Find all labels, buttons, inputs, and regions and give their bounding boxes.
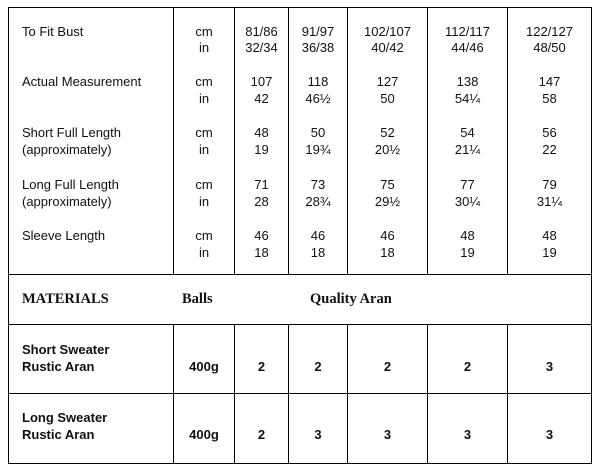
materials-bottom-divider <box>8 324 592 325</box>
value-in: 19¾ <box>305 142 331 157</box>
value-cm: 71 <box>254 177 269 192</box>
value-in: 19 <box>542 245 557 260</box>
value-cm: 147 <box>538 74 561 89</box>
value-in: 28 <box>254 194 269 209</box>
value-in: 58 <box>542 91 557 106</box>
ball-count: 2 <box>383 359 392 374</box>
ball-count: 2 <box>257 359 266 374</box>
materials-heading: MATERIALS <box>22 291 109 307</box>
unit-cm: cm <box>195 125 213 140</box>
value-in: 50 <box>380 91 395 106</box>
unit-in: in <box>198 142 210 157</box>
material-weight: 400g <box>189 359 219 374</box>
value-cm: 107 <box>250 74 273 89</box>
value-in: 29½ <box>374 194 401 209</box>
value-cm: 48 <box>460 228 475 243</box>
unit-in: in <box>198 40 210 55</box>
ball-count: 2 <box>257 427 266 442</box>
col-divider-4 <box>347 324 348 464</box>
material-yarn: Rustic Aran <box>22 359 95 374</box>
material-yarn: Rustic Aran <box>22 427 95 442</box>
unit-cm: cm <box>195 177 213 192</box>
value-in: 31¼ <box>536 194 563 209</box>
value-in: 22 <box>542 142 557 157</box>
value-in: 18 <box>380 245 395 260</box>
value-cm: 46 <box>380 228 395 243</box>
col-divider-1 <box>173 324 174 464</box>
row-sublabel: (approximately) <box>22 142 112 157</box>
size-cm: 102/107 <box>364 24 411 39</box>
size-cm: 112/117 <box>444 24 491 39</box>
row-label-bust: To Fit Bust <box>22 24 84 39</box>
value-cm: 138 <box>456 74 479 89</box>
materials-top-divider <box>8 274 592 275</box>
value-in: 18 <box>310 245 326 260</box>
value-cm: 77 <box>460 177 475 192</box>
value-cm: 118 <box>307 74 329 89</box>
value-in: 20½ <box>374 142 401 157</box>
value-in: 18 <box>254 245 269 260</box>
ball-count: 2 <box>463 359 472 374</box>
unit-in: in <box>198 245 210 260</box>
unit-in: in <box>198 91 210 106</box>
ball-count: 3 <box>314 427 322 442</box>
size-in: 44/46 <box>451 40 484 55</box>
col-divider-2 <box>234 324 235 464</box>
unit-cm: cm <box>195 74 213 89</box>
value-cm: 48 <box>254 125 269 140</box>
value-cm: 50 <box>310 125 326 140</box>
value-cm: 52 <box>380 125 395 140</box>
value-in: 54¼ <box>454 91 481 106</box>
value-cm: 46 <box>310 228 326 243</box>
row-label-sleeve: Sleeve Length <box>22 228 106 243</box>
right-border <box>591 7 592 464</box>
size-cm: 81/86 <box>245 24 278 39</box>
ball-count: 3 <box>545 359 554 374</box>
value-in: 42 <box>254 91 269 106</box>
unit-cm: cm <box>195 24 213 39</box>
row-label-actual: Actual Measurement <box>22 74 142 89</box>
material-weight: 400g <box>189 427 219 442</box>
ball-count: 2 <box>314 359 322 374</box>
value-cm: 79 <box>542 177 557 192</box>
value-cm: 48 <box>542 228 557 243</box>
ball-count: 3 <box>545 427 554 442</box>
value-cm: 56 <box>542 125 557 140</box>
value-cm: 46 <box>254 228 269 243</box>
unit-in: in <box>198 194 210 209</box>
value-cm: 75 <box>380 177 395 192</box>
size-cm: 91/97 <box>301 24 335 39</box>
ball-count: 3 <box>463 427 472 442</box>
quality-label: Quality Aran <box>310 291 392 307</box>
row-divider <box>8 393 592 394</box>
col-divider-6 <box>507 324 508 464</box>
size-in: 48/50 <box>533 40 566 55</box>
col-divider-3 <box>288 324 289 464</box>
value-in: 28¾ <box>305 194 331 209</box>
value-in: 19 <box>460 245 475 260</box>
balls-label: Balls <box>182 291 213 307</box>
value-in: 19 <box>254 142 269 157</box>
material-name: Short Sweater <box>22 342 110 357</box>
value-cm: 127 <box>376 74 399 89</box>
value-in: 30¼ <box>454 194 481 209</box>
size-cm: 122/127 <box>526 24 573 39</box>
size-in: 40/42 <box>371 40 404 55</box>
value-in: 46½ <box>305 91 331 106</box>
value-in: 21¼ <box>454 142 481 157</box>
value-cm: 73 <box>310 177 326 192</box>
col-divider-5 <box>427 324 428 464</box>
top-border <box>8 7 592 8</box>
ball-count: 3 <box>383 427 392 442</box>
size-in: 32/34 <box>245 40 278 55</box>
row-label-long-length: Long Full Length <box>22 177 119 192</box>
left-border <box>8 7 9 464</box>
bottom-border <box>8 463 592 464</box>
value-cm: 54 <box>460 125 475 140</box>
row-sublabel: (approximately) <box>22 194 112 209</box>
material-name: Long Sweater <box>22 410 108 425</box>
row-label-short-length: Short Full Length <box>22 125 122 140</box>
unit-cm: cm <box>195 228 213 243</box>
size-in: 36/38 <box>301 40 335 55</box>
